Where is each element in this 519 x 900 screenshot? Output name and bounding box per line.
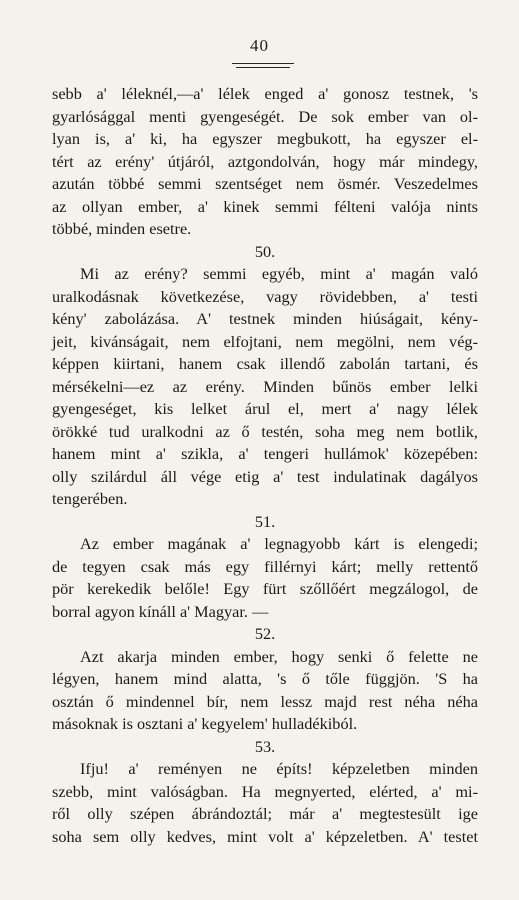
text-line: hanem mint a' szikla, a' tengeri hullámok' közepében:	[52, 444, 478, 463]
text-line: ről olly szépen ábrándoztál; már a' megtestesült ige	[52, 804, 478, 823]
text-line: légyen, hanem mind alatta, 's ő tőle függjön. 'S ha	[52, 669, 478, 688]
text-line: az ollyan ember, a' kinek semmi félteni valója nints	[52, 196, 478, 216]
text-line: soha sem olly kedves, mint volt a' képzeletben. A' testet	[52, 826, 478, 846]
text-line: Az ember magának a' legnagyobb kárt is elengedi;	[80, 534, 478, 553]
text-line: gyarlósággal menti gyengeségét. De sok ember van ol-	[52, 106, 478, 126]
text-line: mérsékelni—ez az erény. Minden bűnös ember lelki	[52, 376, 478, 396]
text-line: képpen kiirtani, hanem csak illendő zabolán tartani, és	[52, 354, 478, 373]
text-line: uralkodásnak következése, vagy rövidebben, a' testi	[52, 286, 478, 306]
page-number: 40	[250, 36, 269, 55]
text-line: pör kerekedik belőle! Egy fürt szőllőért megzálogol, de	[52, 579, 478, 598]
body-text	[52, 83, 478, 848]
text-line: jeit, kivánságait, nem elfojtani, nem megölni, nem vég-	[52, 331, 478, 351]
text-line: gyengeséget, kis lelket árul el, mert a' nagy lélek	[52, 399, 478, 418]
text-line: azután többé semmi szentséget nem ösmér. Veszedelmes	[52, 174, 478, 193]
header-rule	[232, 63, 294, 64]
text-line: borral agyon kínáll a' Magyar. —	[52, 601, 269, 621]
text-line: de tegyen csak más egy fillérnyi kárt; melly rettentő	[52, 556, 478, 576]
text-line: tért az erény' útjáról, aztgondolván, hogy már mindegy,	[52, 151, 478, 171]
text-line: Mi az erény? semmi egyéb, mint a' magán való	[80, 264, 478, 283]
text-line: Ifju! a' reményen ne építs! képzeletben minden	[80, 759, 478, 778]
text-line: olly szilárdul áll vége etig a' test indulatinak dagályos	[52, 466, 478, 486]
section-number: 53.	[254, 736, 276, 756]
section-number: 50.	[254, 241, 276, 261]
text-line: másoknak is osztani a' kegyelem' hulladékiból.	[52, 714, 358, 733]
section-number: 51.	[254, 511, 276, 531]
text-line: tengerében.	[52, 489, 128, 508]
text-line: kény' zabolázása. A' testnek minden hiúságait, kény-	[52, 309, 478, 328]
text-line: örökké tud uralkodni az ő testén, soha meg nem botlik,	[52, 421, 478, 441]
text-line: lyan is, a' ki, ha egyszer megbukott, ha egyszer el-	[52, 129, 478, 148]
text-line: sebb a' léleknél,—a' lélek enged a' gonosz testnek, 's	[52, 84, 478, 103]
text-line: többé, minden esetre.	[52, 219, 192, 238]
text-line: Azt akarja minden ember, hogy senki ő felette ne	[80, 646, 478, 666]
header-rule-thin	[236, 67, 290, 68]
section-number: 52.	[254, 624, 276, 643]
text-line: osztán ő mindennel bír, nem lessz majd rest néha néha	[52, 691, 478, 711]
text-line: szebb, mint valóságban. Ha megnyerted, elérted, a' mi-	[52, 781, 478, 801]
